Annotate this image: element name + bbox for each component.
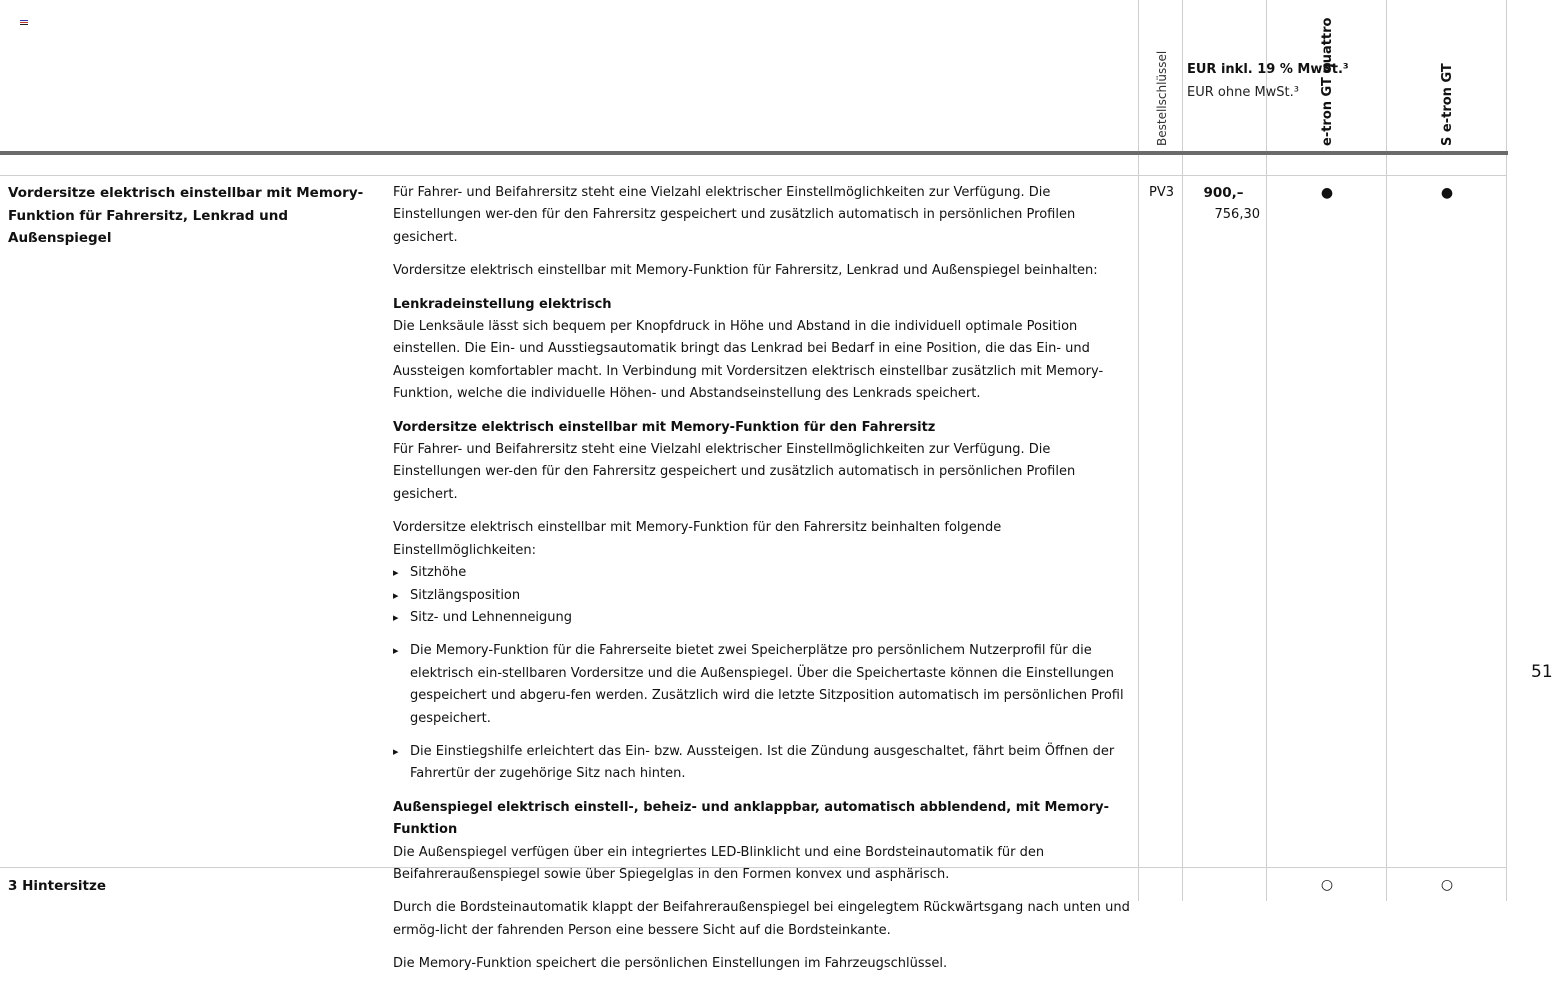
description-paragraph: Die Memory-Funktion speichert die persönlichen Einstellungen im Fahrzeugschlüssel. — [393, 956, 948, 972]
feature-title: Vordersitze elektrisch einstellbar mit Memory-Funktion für Fahrersitz, Lenkrad und Außenspiegel — [8, 185, 364, 246]
list-item: ▸ Sitz- und Lehnenneigung — [393, 607, 1133, 629]
section-mirrors — [393, 797, 1133, 887]
standard-equipment-icon: ● — [1320, 185, 1334, 201]
price-incl-header: EUR inkl. 19 % MwSt.³ — [1187, 62, 1349, 77]
model-1-header: e-tron GT quattro — [1320, 17, 1335, 146]
price-excl-header: EUR ohne MwSt.³ — [1187, 84, 1299, 100]
section-text: Die Außenspiegel verfügen über ein integriertes LED-Blinklicht und eine Bordsteinautomatik für den Beifahreraußenspiegel sowie über Spiegelglas in den Formen konvex und asphärisch. — [393, 844, 1045, 882]
feature-title-rear-seats: 3 Hintersitze — [8, 878, 107, 894]
option-icon: ○ — [1320, 877, 1334, 893]
section-seats — [393, 417, 1133, 507]
section-heading: Außenspiegel elektrisch einstell-, beheiz- und anklappbar, automatisch abblendend, mit Memory-Funktion — [393, 799, 1110, 838]
column-divider — [1182, 0, 1183, 901]
description-paragraph: Vordersitze elektrisch einstellbar mit Memory-Funktion für Fahrersitz, Lenkrad und Außenspiegel beinhalten: — [393, 263, 1098, 279]
list-intro: Vordersitze elektrisch einstellbar mit Memory-Funktion für den Fahrersitz beinhalten folgende Einstellmöglichkeiten: — [393, 520, 1002, 558]
order-code: PV3 — [1149, 185, 1175, 200]
price-incl-vat: 900,– — [1203, 185, 1244, 201]
model-2-header: S e-tron GT — [1440, 63, 1455, 146]
list-item: ▸ Die Einstiegshilfe erleichtert das Ein- bzw. Aussteigen. Ist die Zündung ausgeschaltet, fährt beim Öffnen der Fahrertür der zugehörige Sitz nach hinten. — [393, 741, 1133, 786]
brand-logo-icon — [20, 20, 28, 26]
feature-description — [393, 182, 1133, 987]
section-heading: Vordersitze elektrisch einstellbar mit Memory-Funktion für den Fahrersitz — [393, 419, 936, 435]
order-key-header: Bestellschlüssel — [1155, 50, 1169, 146]
description-paragraph: Durch die Bordsteinautomatik klappt der Beifahreraußenspiegel bei eingelegtem Rückwärtsgang nach unten und ermög-licht der fahrenden Person eine bessere Sicht auf die Bordsteinkante. — [393, 900, 1130, 938]
section-heading: Lenkradeinstellung elektrisch — [393, 296, 612, 312]
description-paragraph: Für Fahrer- und Beifahrersitz steht eine Vielzahl elektrischer Einstellmöglichkeiten zur Verfügung. Die Einstellungen wer-den für den Fahrersitz gespeichert und zusätzlich automatisch in persönlichen Profilen gesichert. — [393, 185, 1076, 245]
column-divider — [1386, 0, 1387, 901]
column-divider — [1138, 0, 1139, 901]
column-divider — [1266, 0, 1267, 901]
page-number: 51 — [1531, 662, 1553, 682]
section-text: Die Lenksäule lässt sich bequem per Knopfdruck in Höhe und Abstand in die individuell optimale Position einstellen. Die Ein- und Ausstiegsautomatik bringt das Lenkrad bei Bedarf in eine Position, die das Ein- und Aussteigen komfortabler macht. In Verbindung mit Vordersitzen elektrisch einstellbar zusätzlich mit Memory-Funktion, welche die individuelle Höhen- und Abstandseinstellung des Lenkrads speichert. — [393, 319, 1104, 402]
memory-bullet — [393, 640, 1133, 730]
section-text: Für Fahrer- und Beifahrersitz steht eine Vielzahl elektrischer Einstellmöglichkeiten zur Verfügung. Die Einstellungen wer-den für den Fahrersitz gespeichert und zusätzlich automatisch in persönlichen Profilen gesichert. — [393, 442, 1076, 502]
price-excl-vat: 756,30 — [1214, 207, 1260, 222]
row-divider — [0, 175, 1507, 176]
entry-aid-bullet — [393, 741, 1133, 786]
section-steering — [393, 294, 1133, 406]
adjustment-list — [393, 562, 1133, 629]
list-item: ▸ Sitzhöhe — [393, 562, 1133, 584]
column-divider — [1506, 0, 1507, 901]
list-item: ▸ Sitzlängsposition — [393, 585, 1133, 607]
option-icon: ○ — [1440, 877, 1454, 893]
header-rule — [0, 151, 1508, 155]
list-item: ▸ Die Memory-Funktion für die Fahrerseite bietet zwei Speicherplätze pro persönlichem Nutzerprofil für die elektrisch ein-stellbaren Vordersitze und die Außenspiegel. Über die Speichertaste können die Einstellungen gespeichert und abgeru-fen werden. Zusätzlich wird die letzte Sitzposition automatisch im persönlichen Profil gespeichert. — [393, 640, 1133, 730]
standard-equipment-icon: ● — [1440, 185, 1454, 201]
